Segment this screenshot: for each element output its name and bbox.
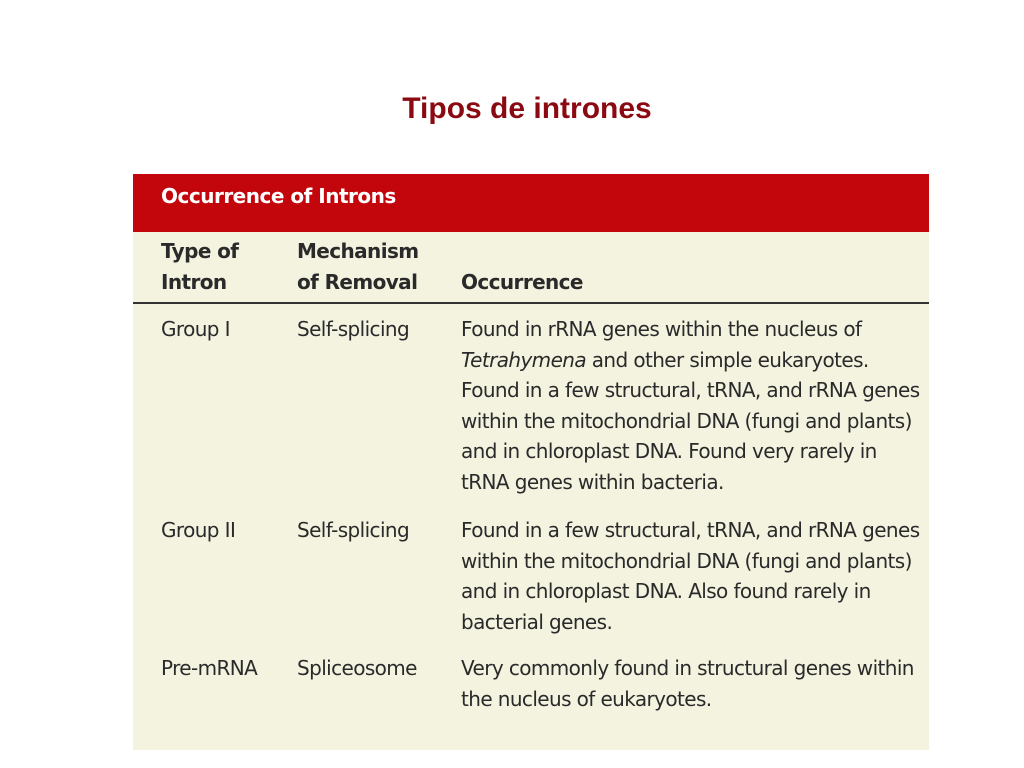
header-type-of-intron: Type of Intron (161, 239, 239, 294)
organism-name: Tetrahymena (461, 347, 587, 372)
cell-mechanism: Spliceosome (297, 656, 417, 680)
cell-occurrence (461, 314, 921, 497)
cell-occurrence: Found in a few structural, tRNA, and rRNA genes within the mitochondrial DNA (fungi and plants) and in chloroplast DNA. Also found rarely in bacterial genes. (461, 518, 920, 634)
cell-occurrence: Very commonly found in structural genes within the nucleus of eukaryotes. (461, 656, 914, 711)
occurrence-text: and other simple eukaryotes. Found in a few structural, tRNA, and rRNA genes within the mitochondrial DNA (fungi and plants) and in chloroplast DNA. Found very rarely in tRNA genes within bacteria. (461, 347, 920, 494)
cell-mechanism: Self-splicing (297, 518, 410, 542)
slide-title: Tipos de intrones (402, 92, 652, 125)
cell-type: Group II (161, 518, 236, 542)
table-caption-bar (133, 174, 929, 232)
header-mechanism-of-removal: Mechanism of Removal (297, 239, 419, 294)
header-occurrence: Occurrence (461, 270, 583, 294)
column-headers (133, 232, 929, 304)
table-caption: Occurrence of Introns (161, 184, 396, 208)
occurrence-text: Found in rRNA genes within the nucleus of (461, 317, 862, 341)
introns-table (133, 174, 929, 750)
cell-mechanism: Self-splicing (297, 317, 410, 341)
cell-type: Group I (161, 317, 230, 341)
cell-type: Pre-mRNA (161, 656, 258, 680)
